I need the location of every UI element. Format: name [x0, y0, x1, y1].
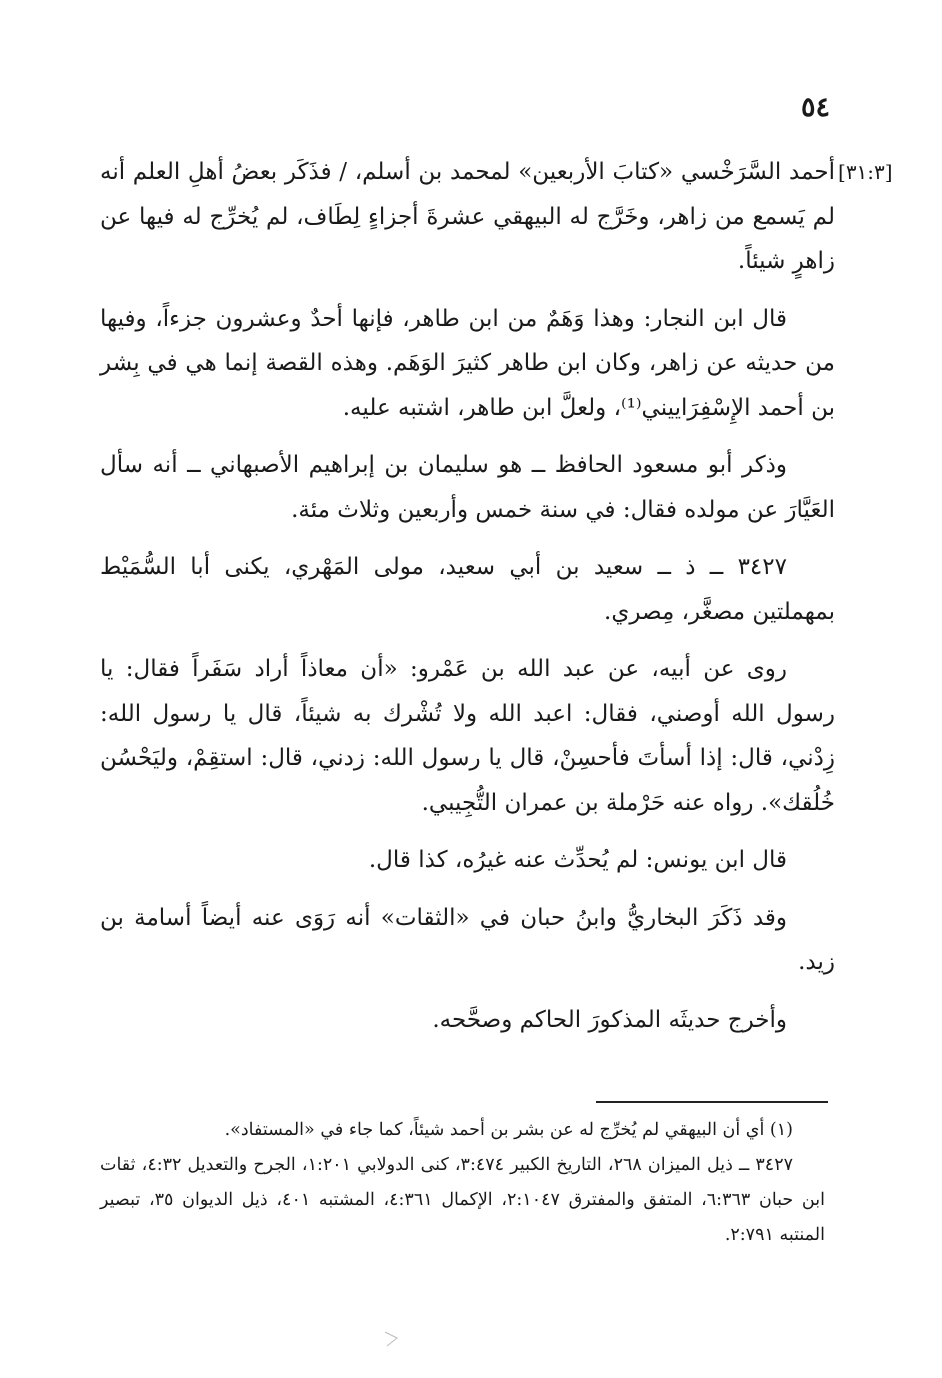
paragraph-abu-masud: وذكر أبو مسعود الحافظ ــ هو سليمان بن إبراهيم الأصبهاني ــ أنه سأل العَيَّارَ عن مولده فقال: في سنة خمس وأربعين وثلاث مئة.: [100, 452, 835, 523]
footnote-sources-3427: ٣٤٢٧ ــ ذيل الميزان ٢٦٨، التاريخ الكبير ٣:٤٧٤، كنى الدولابي ١:٢٠١، الجرح والتعديل ٤:٣٢، ثقات ابن حبان ٦:٣٦٣، المتفق والمفترق ٢:١٠٤٧، الإكمال ٤:٣٦١، المشتبه ٤٠١، ذيل الديوان ٣٥، تبصير المنتبه ٢:٧٩١.: [100, 1155, 825, 1245]
footnotes: [100, 1113, 825, 1253]
paragraph-hadith: روى عن أبيه، عن عبد الله بن عَمْرو: «أن معاذاً أراد سَفَراً فقال: يا رسول الله أوصني، فقال: اعبد الله ولا تُشْرك به شيئاً، قال يا رسول الله: زِدْني، قال: إذا أسأتَ فأحسِنْ، قال يا رسول الله: زدني، قال: استقِمْ، وليَحْسُن خُلُقك». رواه عنه حَرْملة بن عمران التُّجِيبي.: [100, 656, 835, 816]
paragraph-ibn-yunus: قال ابن يونس: لم يُحدِّث عنه غيرُه، كذا قال.: [368, 847, 787, 873]
paragraph-hakim: وأخرج حديثَه المذكورَ الحاكم وصحَّحه.: [432, 1006, 787, 1033]
page-number: ٥٤: [800, 92, 830, 123]
paragraph-ibn-najjar: قال ابن النجار: وهذا وَهَمٌ من ابن طاهر، فإنها أحدٌ وعشرون جزءاً، وفيها من حديثه عن زاهر، وكان ابن طاهر كثيرَ الوَهَم. وهذه القصة إنما هي في بِشر بن أحمد الإِسْفِرَاييني⁽¹⁾، ولعلَّ ابن طاهر، اشتبه عليه.: [100, 305, 835, 421]
main-text: [100, 150, 835, 1055]
footnote-divider: [596, 1101, 828, 1103]
margin-reference: [٣١:٣]: [838, 160, 893, 184]
paragraph-bukhari: وقد ذَكَرَ البخاريُّ وابنُ حبان في «الثقات» أنه رَوَى عنه أيضاً أسامة بن زيد.: [100, 904, 835, 975]
footnote-1: (١) أي أن البيهقي لم يُخرِّج له عن بشر بن أحمد شيئاً، كما جاء في «المستفاد».: [224, 1120, 793, 1140]
paragraph-continuation: أحمد السَّرَخْسي «كتابَ الأربعين» لمحمد بن أسلم، / فذَكَر بعضُ أهلِ العلم أنه لم يَسمع من زاهر، وخَرَّج له البيهقي عشرةَ أجزاءٍ لِطَاف، لم يُخرِّج له فيها عن زاهرٍ شيئاً.: [100, 159, 835, 274]
entry-heading-3427: ٣٤٢٧ ــ ذ ــ سعيد بن أبي سعيد، مولى المَهْري، يكنى أبا السُّمَيْط بمهملتين مصغَّر، مِصري.: [100, 554, 835, 625]
stray-pen-mark: [383, 1328, 405, 1350]
